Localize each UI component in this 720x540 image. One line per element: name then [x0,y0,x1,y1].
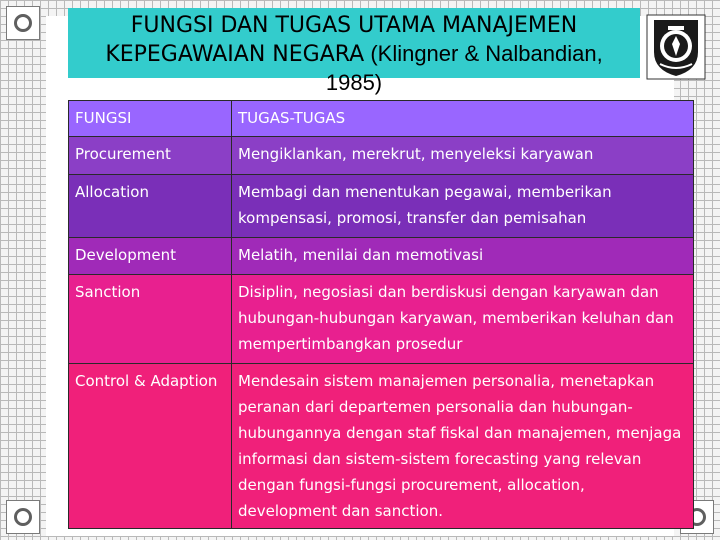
corner-ring-top-left [6,6,40,40]
university-seal-icon [646,14,706,80]
cell-fungsi: Sanction [69,275,232,364]
title-box [68,8,640,95]
header-tugas: TUGAS-TUGAS [232,101,694,137]
table-row [69,275,694,364]
cell-tugas: Disiplin, negosiasi dan berdiskusi dengan karyawan dan hubungan-hubungan karyawan, memberikan keluhan dan mempertimbangkan prosedur [232,275,694,364]
cell-fungsi: Procurement [69,137,232,175]
functions-table [68,100,694,529]
cell-fungsi: Development [69,238,232,275]
table-header-row [69,101,694,137]
cell-tugas: Mendesain sistem manajemen personalia, menetapkan peranan dari departemen personalia dan hubungan-hubungannya dengan staf fiskal dan manajemen, menjaga informasi dan sistem-sistem forecasting yang relevan dengan fungsi-fungsi procurement, allocation, development dan sanction. [232,364,694,529]
title-line-3: 1985) [325,70,383,95]
cell-fungsi: Control & Adaption [69,364,232,529]
title-line-2 [68,40,640,69]
cell-tugas: Mengiklankan, merekrut, menyeleksi karyawan [232,137,694,175]
title-line-2-main: KEPEGAWAIAN NEGARA [105,42,365,67]
cell-tugas: Melatih, menilai dan memotivasi [232,238,694,275]
table-row [69,364,694,529]
title-line-2-citation: (Klingner & Nalbandian, [364,41,603,66]
table-row [69,137,694,175]
cell-tugas: Membagi dan menentukan pegawai, memberikan kompensasi, promosi, transfer dan pemisahan [232,175,694,238]
title-line-1: FUNGSI DAN TUGAS UTAMA MANAJEMEN [130,13,578,38]
corner-ring-bottom-left [6,500,40,534]
slide-title [68,12,640,97]
header-fungsi: FUNGSI [69,101,232,137]
table-row [69,238,694,275]
table-row [69,175,694,238]
cell-fungsi: Allocation [69,175,232,238]
